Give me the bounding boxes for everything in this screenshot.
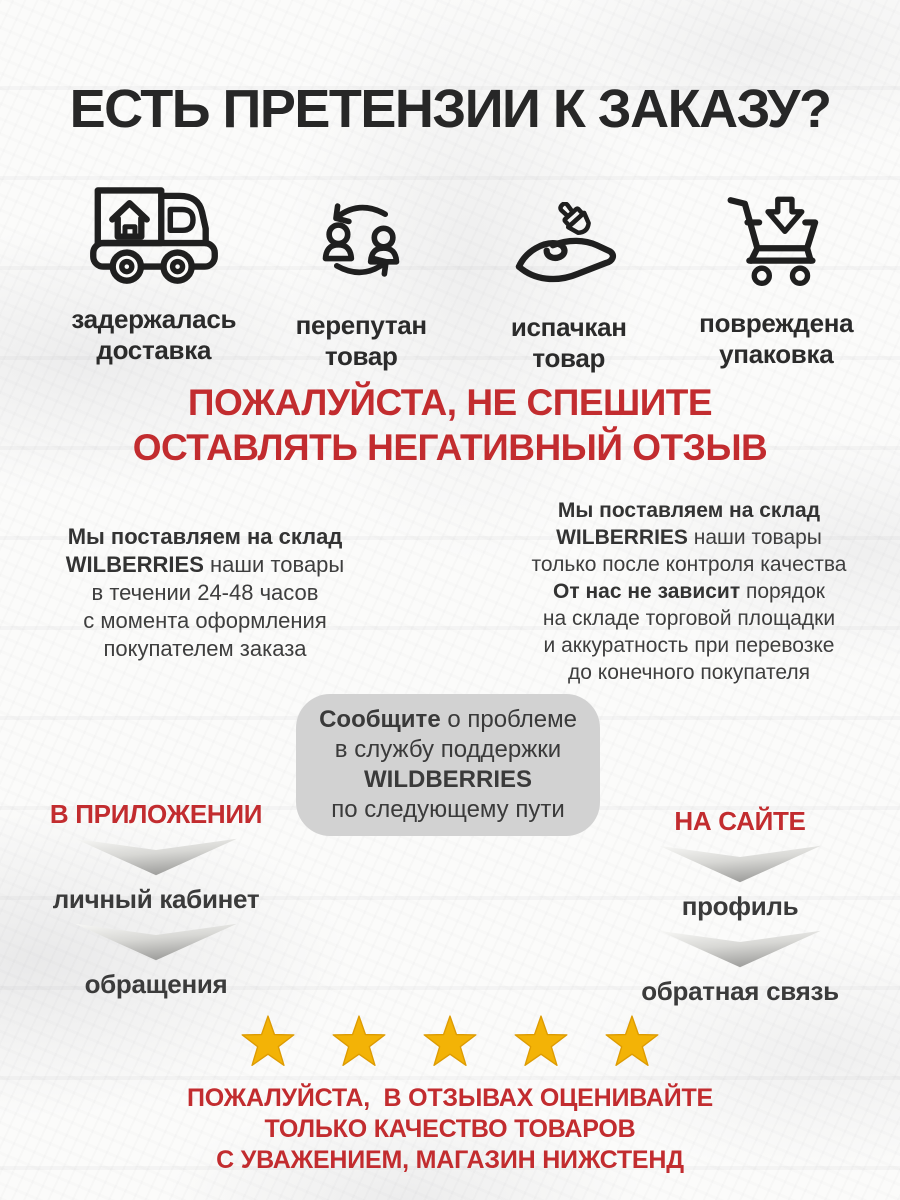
down-chevron-icon <box>651 929 829 969</box>
info-line: Мы поставляем на склад <box>557 499 821 522</box>
path-app-step-1: личный кабинет <box>52 884 260 914</box>
issue-label <box>71 304 236 366</box>
star-icon <box>421 1014 479 1069</box>
stained-goods-icon <box>510 202 628 292</box>
issue-mixed-up-goods <box>258 166 466 374</box>
support-note-bubble <box>296 694 600 836</box>
support-note-line: по следующему пути <box>331 796 565 823</box>
info-line: с момента оформления <box>83 608 327 633</box>
support-note-line: в службу поддержки <box>334 736 562 763</box>
info-line: и аккуратность при перевозке <box>543 634 835 657</box>
issue-stained-goods <box>465 166 673 374</box>
issue-delayed-delivery <box>50 166 258 374</box>
info-line: Мы поставляем на склад <box>67 524 343 549</box>
path-app-step-2: обращения <box>84 969 228 999</box>
info-left-column <box>46 523 364 663</box>
path-site-step-2: обратная связь <box>641 976 839 1006</box>
path-in-app <box>50 799 262 1000</box>
issue-label-line: повреждена <box>699 308 854 338</box>
issue-label-line: задержалась <box>71 304 237 334</box>
footer-line: ТОЛЬКО КАЧЕСТВО ТОВАРОВ <box>264 1115 636 1143</box>
star-icon <box>512 1014 570 1069</box>
down-chevron-icon <box>67 837 245 877</box>
footer-plea <box>0 1083 900 1176</box>
path-app-title: В ПРИЛОЖЕНИИ <box>49 799 263 829</box>
issue-label-line: перепутан <box>295 310 427 340</box>
info-line: WILBERRIES наши товары <box>556 526 822 549</box>
down-chevron-icon <box>67 922 245 962</box>
star-icon <box>330 1014 388 1069</box>
info-line: на складе торговой площадки <box>542 607 836 630</box>
damaged-package-icon <box>720 192 832 292</box>
path-on-site <box>634 806 846 1007</box>
icon-box <box>311 166 411 298</box>
path-site-step-1: профиль <box>681 891 799 921</box>
info-line: От нас не зависит порядок <box>553 580 825 603</box>
info-line: покупателем заказа <box>103 636 307 661</box>
icon-box <box>510 166 628 300</box>
warning-line: ОСТАВЛЯТЬ НЕГАТИВНЫЙ ОТЗЫВ <box>132 427 768 468</box>
warning-headline <box>0 380 900 470</box>
info-right-column <box>506 497 872 686</box>
issue-label-line: испачкан <box>510 312 627 342</box>
issue-label-line: упаковка <box>719 339 834 369</box>
support-note-line: WILDBERRIES <box>364 766 532 793</box>
support-note-line: Сообщите о проблеме <box>319 706 577 733</box>
swap-goods-icon <box>311 188 411 292</box>
info-line: до конечного покупателя <box>568 661 810 684</box>
info-line: в течении 24-48 часов <box>91 580 319 605</box>
star-icon <box>239 1014 297 1069</box>
issue-damaged-package <box>673 166 881 374</box>
footer-line: С УВАЖЕНИЕМ, МАГАЗИН НИЖСТЕНД <box>216 1146 684 1174</box>
info-line: WILBERRIES наши товары <box>65 552 345 577</box>
info-line: только после контроля качества <box>531 553 847 576</box>
issue-label-line: товар <box>324 341 398 371</box>
star-icon <box>603 1014 661 1069</box>
issue-label-line: товар <box>532 343 606 373</box>
rating-stars <box>0 1014 900 1069</box>
down-chevron-icon <box>651 844 829 884</box>
icon-box <box>86 166 222 292</box>
issue-label <box>511 312 627 374</box>
footer-line: ПОЖАЛУЙСТА, В ОТЗЫВАХ ОЦЕНИВАЙТЕ <box>186 1084 714 1112</box>
issues-row <box>50 166 880 374</box>
path-site-title: НА САЙТЕ <box>674 806 806 836</box>
warning-line: ПОЖАЛУЙСТА, НЕ СПЕШИТЕ <box>187 382 713 423</box>
issue-label <box>699 308 853 370</box>
icon-box <box>720 166 832 296</box>
page-title: ЕСТЬ ПРЕТЕНЗИИ К ЗАКАЗУ? <box>69 79 831 139</box>
issue-label-line: доставка <box>96 335 212 365</box>
issue-label <box>296 310 427 372</box>
delivery-truck-icon <box>86 185 222 292</box>
